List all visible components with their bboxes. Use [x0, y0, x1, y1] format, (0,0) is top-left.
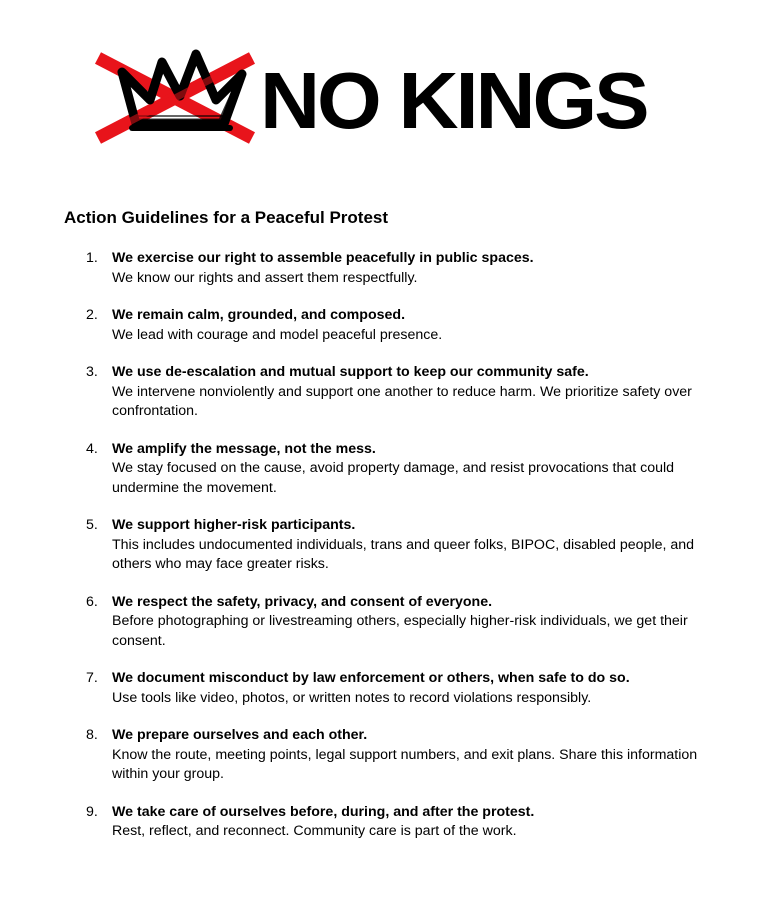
- item-title: We amplify the message, not the mess.: [112, 440, 376, 457]
- list-item: [86, 440, 706, 499]
- no-kings-logo: [92, 46, 672, 150]
- item-title: We support higher-risk participants.: [112, 517, 356, 533]
- item-body: Know the route, meeting points, legal support numbers, and exit plans. Share this information within your group.: [112, 746, 698, 782]
- item-title: We document misconduct by law enforcement or others, when safe to do so.: [112, 670, 630, 686]
- item-title: We remain calm, grounded, and composed.: [112, 307, 406, 323]
- item-number: 9.: [86, 803, 98, 820]
- item-number: 1.: [86, 250, 98, 266]
- item-title: We use de-escalation and mutual support to keep our community safe.: [112, 364, 589, 380]
- page-title: Action Guidelines for a Peaceful Protest: [64, 208, 389, 227]
- item-number: 4.: [86, 440, 98, 457]
- item-body: We lead with courage and model peaceful presence.: [112, 326, 443, 343]
- guidelines-list: [86, 249, 706, 860]
- list-item: [86, 306, 706, 345]
- item-body: Rest, reflect, and reconnect. Community care is part of the work.: [112, 823, 517, 839]
- item-body: We intervene nonviolently and support one another to reduce harm. We prioritize safety over confrontation.: [112, 383, 692, 419]
- item-title: We prepare ourselves and each other.: [112, 727, 368, 743]
- crossed-out-crown-icon: [92, 46, 262, 150]
- item-title: We take care of ourselves before, during, and after the protest.: [112, 803, 535, 820]
- item-body: Before photographing or livestreaming others, especially higher-risk individuals, we get their consent.: [112, 613, 688, 649]
- item-number: 8.: [86, 727, 98, 743]
- item-number: 2.: [86, 307, 98, 323]
- item-title: We exercise our right to assemble peacefully in public spaces.: [112, 250, 534, 266]
- item-number: 6.: [86, 593, 98, 610]
- list-item: [86, 669, 706, 708]
- item-body: Use tools like video, photos, or written notes to record violations responsibly.: [112, 689, 592, 706]
- list-item: [86, 363, 706, 422]
- list-item: [86, 726, 706, 785]
- item-body: This includes undocumented individuals, trans and queer folks, BIPOC, disabled people, and others who may face greater risks.: [112, 536, 695, 572]
- list-item: [86, 516, 706, 575]
- item-body: We stay focused on the cause, avoid property damage, and resist provocations that could undermine the movement.: [112, 460, 675, 496]
- list-item: [86, 803, 706, 842]
- item-number: 3.: [86, 364, 98, 380]
- item-title: We respect the safety, privacy, and consent of everyone.: [112, 593, 493, 610]
- list-item: [86, 593, 706, 652]
- logo-wordmark: NO KINGS: [260, 56, 647, 145]
- item-number: 5.: [86, 517, 98, 533]
- item-number: 7.: [86, 670, 98, 686]
- list-item: [86, 249, 706, 288]
- item-body: We know our rights and assert them respectfully.: [112, 269, 418, 286]
